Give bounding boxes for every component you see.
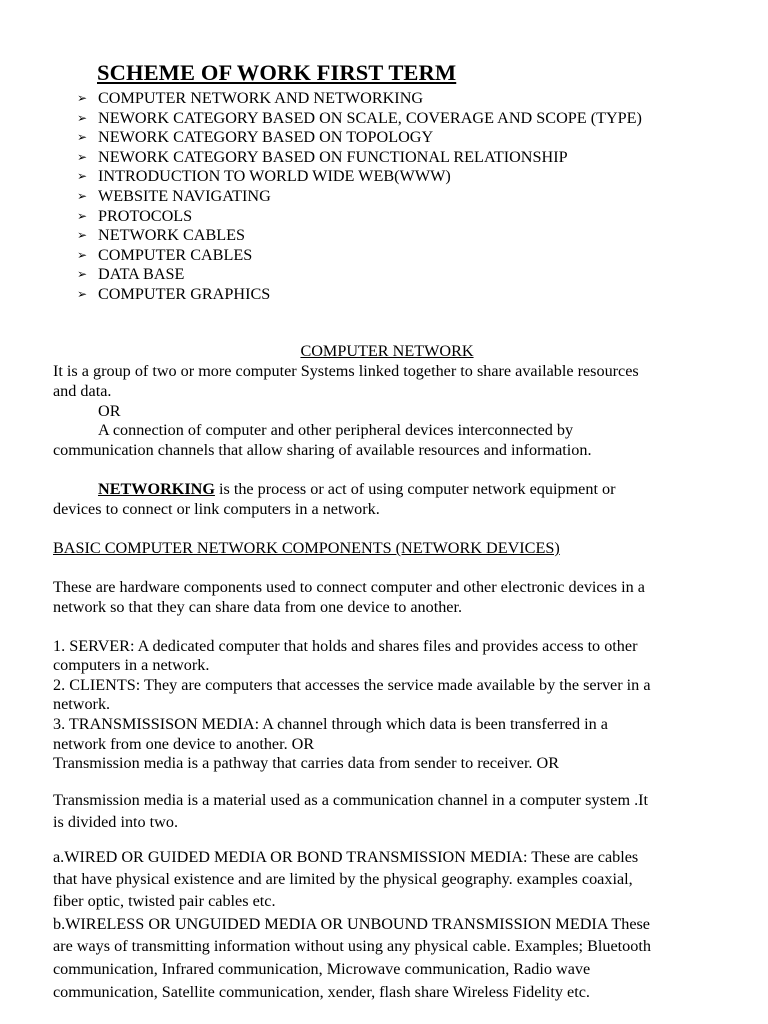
paragraph-line: computers in a network. bbox=[53, 656, 210, 674]
arrowhead-bullet-icon: ➢ bbox=[77, 208, 88, 223]
arrowhead-bullet-icon: ➢ bbox=[77, 188, 88, 203]
list-item-text: COMPUTER GRAPHICS bbox=[98, 284, 271, 303]
list-item bbox=[77, 109, 642, 129]
list-item-text: COMPUTER NETWORK AND NETWORKING bbox=[98, 89, 424, 107]
list-item bbox=[77, 226, 642, 246]
wired-media-item: a.WIRED OR GUIDED MEDIA OR BOND TRANSMISSION MEDIA: These are cables bbox=[53, 848, 639, 866]
definition-line: A connection of computer and other peripheral devices interconnected by bbox=[98, 421, 574, 439]
list-item bbox=[77, 128, 642, 148]
paragraph-line: fiber optic, twisted pair cables etc. bbox=[53, 892, 276, 910]
list-item bbox=[77, 148, 642, 168]
paragraph-line: network. bbox=[53, 695, 111, 713]
list-item-text: WEBSITE NAVIGATING bbox=[98, 186, 271, 205]
paragraph-line: network from one device to another. OR bbox=[53, 735, 315, 753]
definition-line: and data. bbox=[53, 382, 112, 400]
networking-term: NETWORKING bbox=[98, 480, 215, 498]
server-item: 1. SERVER: A dedicated computer that holds and shares files and provides access to other bbox=[53, 637, 638, 655]
list-item bbox=[77, 89, 642, 109]
list-item bbox=[77, 207, 642, 227]
list-item bbox=[77, 246, 642, 266]
transmission-media-item: 3. TRANSMISSISON MEDIA: A channel through which data is been transferred in a bbox=[53, 715, 608, 733]
arrowhead-bullet-icon: ➢ bbox=[77, 247, 88, 262]
list-item-text: COMPUTER CABLES bbox=[98, 245, 253, 264]
arrowhead-bullet-icon: ➢ bbox=[77, 110, 88, 125]
definition-line: It is a group of two or more computer Systems linked together to share available resources bbox=[53, 362, 639, 380]
list-item-text: NEWORK CATEGORY BASED ON SCALE, COVERAGE AND SCOPE (TYPE) bbox=[98, 108, 642, 127]
paragraph-line: network so that they can share data from one device to another. bbox=[53, 598, 463, 616]
paragraph-line: is divided into two. bbox=[53, 813, 179, 831]
arrowhead-bullet-icon: ➢ bbox=[77, 169, 88, 184]
paragraph-line: that have physical existence and are limited by the physical geography. examples coaxial, bbox=[53, 870, 633, 888]
list-item-text: INTRODUCTION TO WORLD WIDE WEB(WWW) bbox=[98, 167, 451, 186]
list-item-text: DATA BASE bbox=[98, 265, 185, 284]
paragraph-line: are ways of transmitting information without using any physical cable. Examples; Bluetooth bbox=[53, 937, 651, 955]
or-separator: OR bbox=[98, 402, 121, 420]
wireless-media-item: b.WIRELESS OR UNGUIDED MEDIA OR UNBOUND TRANSMISSION MEDIA These bbox=[53, 915, 650, 933]
clients-item: 2. CLIENTS: They are computers that accesses the service made available by the server in a bbox=[53, 676, 651, 694]
arrowhead-bullet-icon: ➢ bbox=[77, 91, 88, 105]
paragraph-line: communication, Infrared communication, Microwave communication, Radio wave bbox=[53, 960, 591, 978]
paragraph-line: communication, Satellite communication, xender, flash share Wireless Fidelity etc. bbox=[53, 983, 590, 1001]
arrowhead-bullet-icon: ➢ bbox=[77, 149, 88, 164]
list-item bbox=[77, 285, 642, 305]
section-heading-computer-network: COMPUTER NETWORK bbox=[300, 342, 474, 360]
section-heading-components: BASIC COMPUTER NETWORK COMPONENTS (NETWORK DEVICES) bbox=[53, 539, 560, 557]
paragraph-line: Transmission media is a pathway that carries data from sender to receiver. OR bbox=[53, 754, 560, 772]
list-item-text: NETWORK CABLES bbox=[98, 226, 246, 245]
list-item bbox=[77, 265, 642, 285]
paragraph-line: These are hardware components used to connect computer and other electronic devices in a bbox=[53, 578, 645, 596]
definition-line: communication channels that allow sharing of available resources and information. bbox=[53, 441, 592, 459]
list-item-text: PROTOCOLS bbox=[98, 206, 193, 225]
list-item-text: NEWORK CATEGORY BASED ON TOPOLOGY bbox=[98, 128, 434, 147]
arrowhead-bullet-icon: ➢ bbox=[77, 286, 88, 301]
list-item-text: NEWORK CATEGORY BASED ON FUNCTIONAL RELATIONSHIP bbox=[98, 147, 568, 166]
page-title: SCHEME OF WORK FIRST TERM bbox=[97, 60, 457, 85]
networking-definition: NETWORKING is the process or act of using computer network equipment or bbox=[98, 480, 616, 498]
definition-line: devices to connect or link computers in a network. bbox=[53, 500, 380, 518]
arrowhead-bullet-icon: ➢ bbox=[77, 228, 88, 243]
list-item bbox=[77, 187, 642, 207]
list-item bbox=[77, 167, 642, 187]
scheme-list bbox=[77, 89, 642, 305]
arrowhead-bullet-icon: ➢ bbox=[77, 267, 88, 282]
arrowhead-bullet-icon: ➢ bbox=[77, 130, 88, 145]
paragraph-line: Transmission media is a material used as a communication channel in a computer system .It bbox=[53, 791, 649, 809]
